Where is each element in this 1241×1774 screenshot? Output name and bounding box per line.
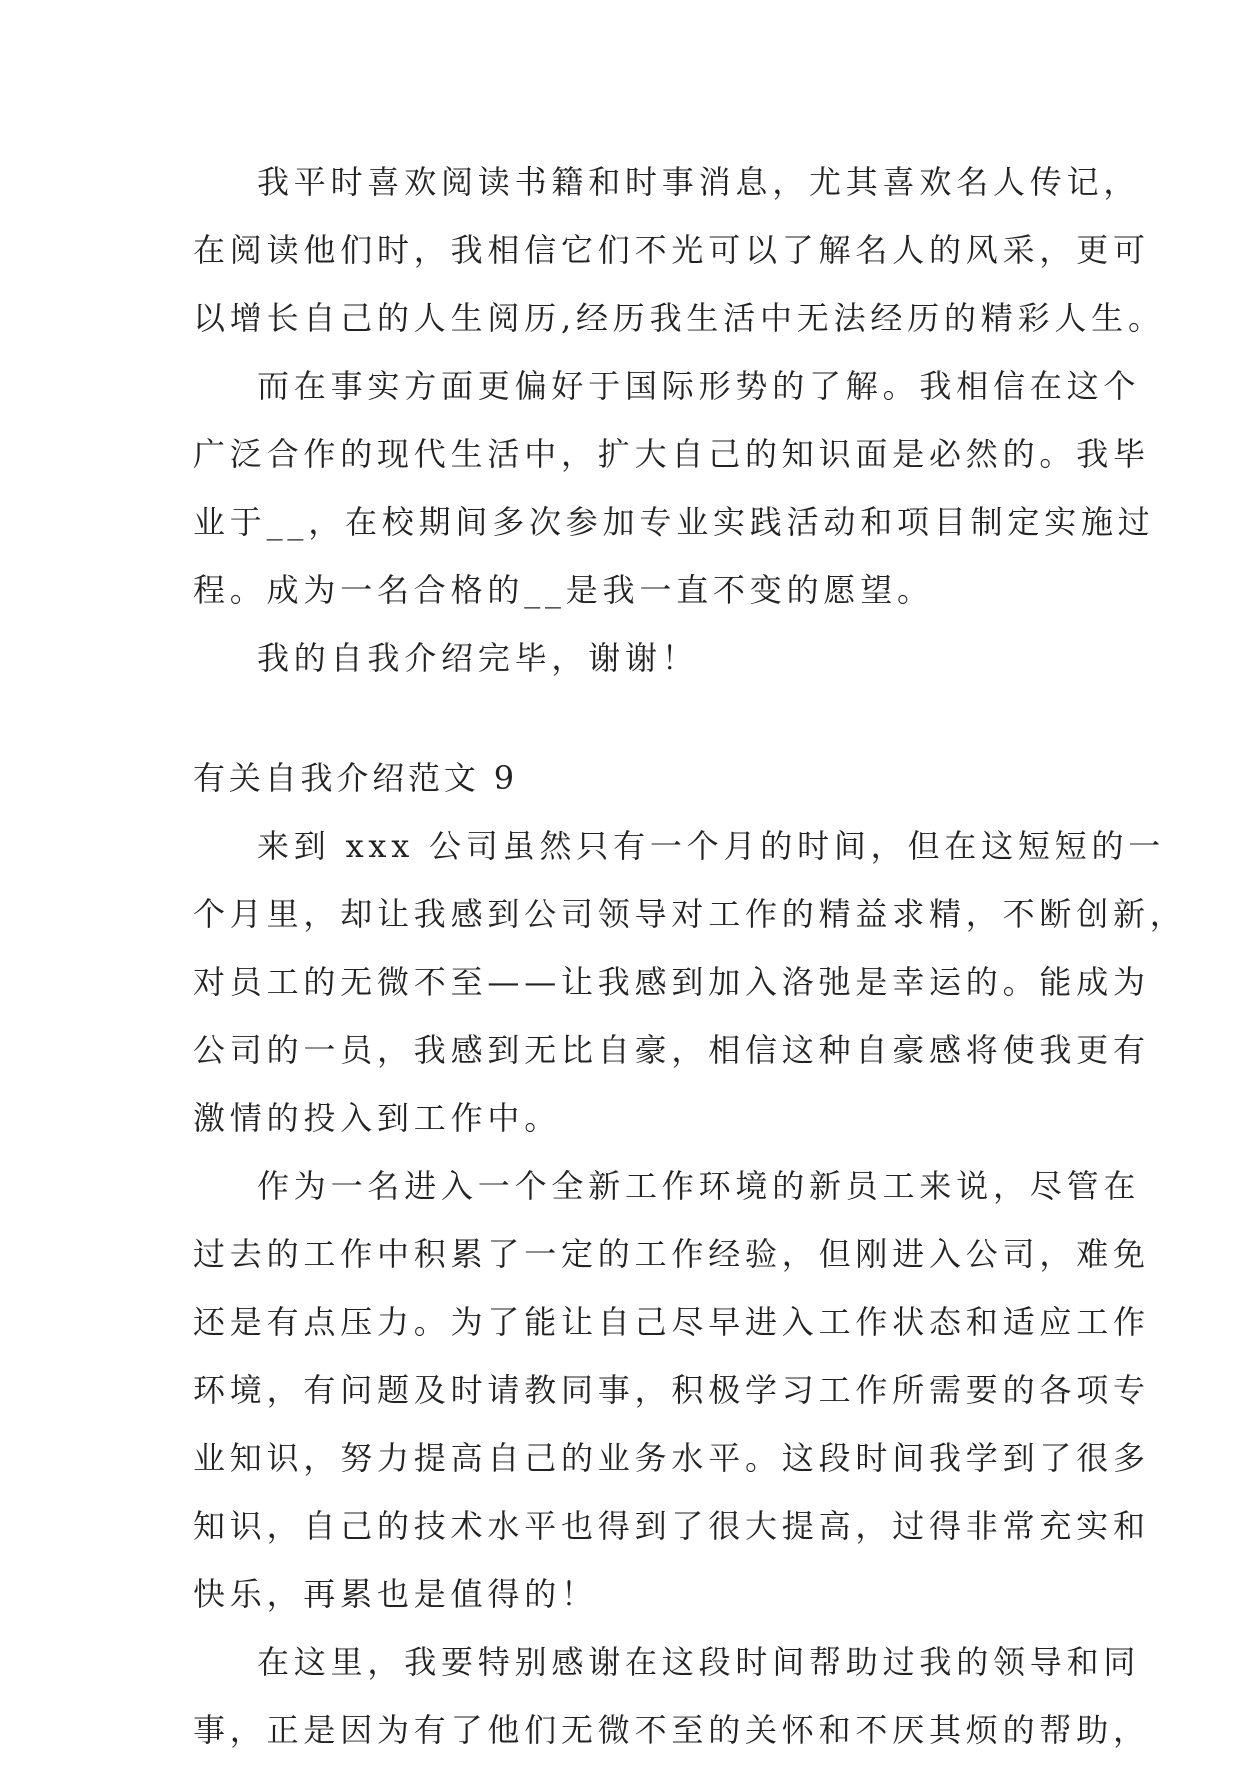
paragraph-line: 在阅读他们时，我相信它们不光可以了解名人的风采，更可: [193, 231, 1150, 269]
paragraph-line: 我平时喜欢阅读书籍和时事消息，尤其喜欢名人传记，: [257, 163, 1141, 201]
paragraph-line: 作为一名进入一个全新工作环境的新员工来说，尽管在: [257, 1167, 1141, 1205]
paragraph-line: 程。成为一名合格的__是我一直不变的愿望。: [193, 571, 934, 609]
section-heading: 有关自我介绍范文 9: [193, 759, 518, 797]
paragraph-line: 个月里，却让我感到公司领导对工作的精益求精，不断创新，: [193, 895, 1187, 933]
paragraph-line: 事，正是因为有了他们无微不至的关怀和不厌其烦的帮助，: [193, 1711, 1150, 1749]
paragraph-line: 而在事实方面更偏好于国际形势的了解。我相信在这个: [257, 367, 1141, 405]
paragraph-line: 知识，自己的技术水平也得到了很大提高，过得非常充实和: [193, 1507, 1150, 1545]
paragraph-line: 来到 xxx 公司虽然只有一个月的时间，但在这短短的一: [257, 827, 1166, 865]
document-body: [193, 158, 1187, 1774]
paragraph-line: 公司的一员，我感到无比自豪，相信这种自豪感将使我更有: [193, 1031, 1150, 1069]
paragraph-line: 我的自我介绍完毕，谢谢！: [257, 639, 699, 677]
paragraph-line: 还是有点压力。为了能让自己尽早进入工作状态和适应工作: [193, 1303, 1150, 1341]
paragraph-line: 广泛合作的现代生活中，扩大自己的知识面是必然的。我毕: [193, 435, 1150, 473]
paragraph-line: 业于__，在校期间多次参加专业实践活动和项目制定实施过: [193, 503, 1155, 541]
paragraph-line: 在这里，我要特别感谢在这段时间帮助过我的领导和同: [257, 1643, 1141, 1681]
paragraph-line: 业知识，努力提高自己的业务水平。这段时间我学到了很多: [193, 1439, 1150, 1477]
paragraph-line: 以增长自己的人生阅历,经历我生活中无法经历的精彩人生。: [193, 299, 1165, 337]
paragraph-line: 对员工的无微不至——让我感到加入洛弛是幸运的。能成为: [193, 963, 1150, 1001]
paragraph-line: 过去的工作中积累了一定的工作经验，但刚进入公司，难免: [193, 1235, 1150, 1273]
paragraph-line: 激情的投入到工作中。: [193, 1099, 562, 1137]
paragraph-line: 快乐，再累也是值得的！: [193, 1575, 598, 1613]
paragraph-line: 环境，有问题及时请教同事，积极学习工作所需要的各项专: [193, 1371, 1150, 1409]
section-gap: [193, 702, 1093, 754]
